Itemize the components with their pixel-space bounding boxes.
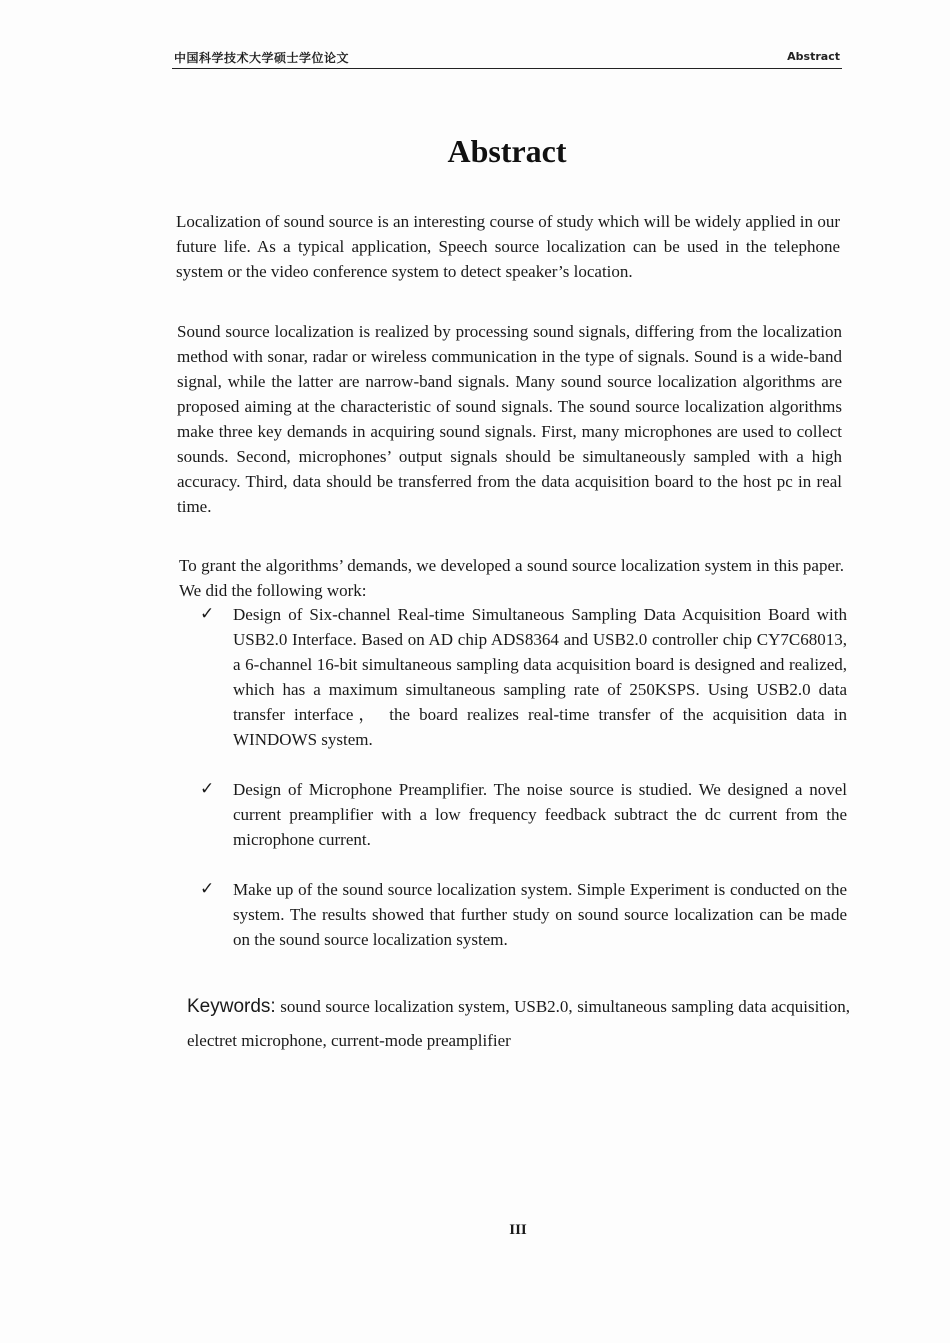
work-item-text: Design of Six-channel Real-time Simultaneous Sampling Data Acquisition Board with USB2.0 Interface. Based on AD chip ADS8364 and USB2.0 controller chip CY7C68013, a 6-channel 16-bit simultaneous sampling data acquisition board is designed and realized, which has a maximum simultaneous sampling rate of 250KSPS. Using USB2.0 data transfer interface， the board realizes real-time transfer of the acquisition data in WINDOWS system. — [233, 605, 847, 749]
keywords-text: sound source localization system, USB2.0, simultaneous sampling data acquisition, electret microphone, current-mode preamplifier — [187, 997, 850, 1050]
check-icon: ✓ — [200, 879, 215, 899]
header-section-name: Abstract — [787, 50, 840, 63]
keywords-block — [187, 990, 850, 1058]
paragraph-work-intro: To grant the algorithms’ demands, we developed a sound source localization system in this paper. We did the following work: — [179, 556, 844, 600]
work-item-text: Design of Microphone Preamplifier. The noise source is studied. We designed a novel current preamplifier with a low frequency feedback subtract the dc current from the microphone current. — [233, 780, 847, 849]
page-number: III — [509, 1222, 527, 1238]
check-icon: ✓ — [200, 779, 215, 799]
paragraph-intro: Localization of sound source is an interesting course of study which will be widely applied in our future life. As a typical application, Speech source localization can be used in the telephone system or the video conference system to detect speaker’s location. — [176, 212, 840, 281]
header-thesis-title: 中国科学技术大学硕士学位论文 — [174, 51, 350, 65]
page-title: Abstract — [447, 133, 567, 169]
keywords-label: Keywords: — [187, 996, 276, 1017]
work-item-text: Make up of the sound source localization system. Simple Experiment is conducted on the system. The results showed that further study on sound source localization can be made on the sound source localization system. — [233, 880, 847, 949]
check-icon: ✓ — [200, 604, 215, 624]
paragraph-background: Sound source localization is realized by processing sound signals, differing from the localization method with sonar, radar or wireless communication in the type of signals. Sound is a wide-band signal, while the latter are narrow-band signals. Many sound source localization algorithms are proposed aiming at the characteristic of sound signals. The sound source localization algorithms make three key demands in acquiring sound signals. First, many microphones are used to collect sounds. Second, microphones’ output signals should be simultaneously sampled with a high accuracy. Third, data should be transferred from the data acquisition board to the host pc in real time. — [177, 322, 842, 516]
running-header — [172, 46, 842, 69]
